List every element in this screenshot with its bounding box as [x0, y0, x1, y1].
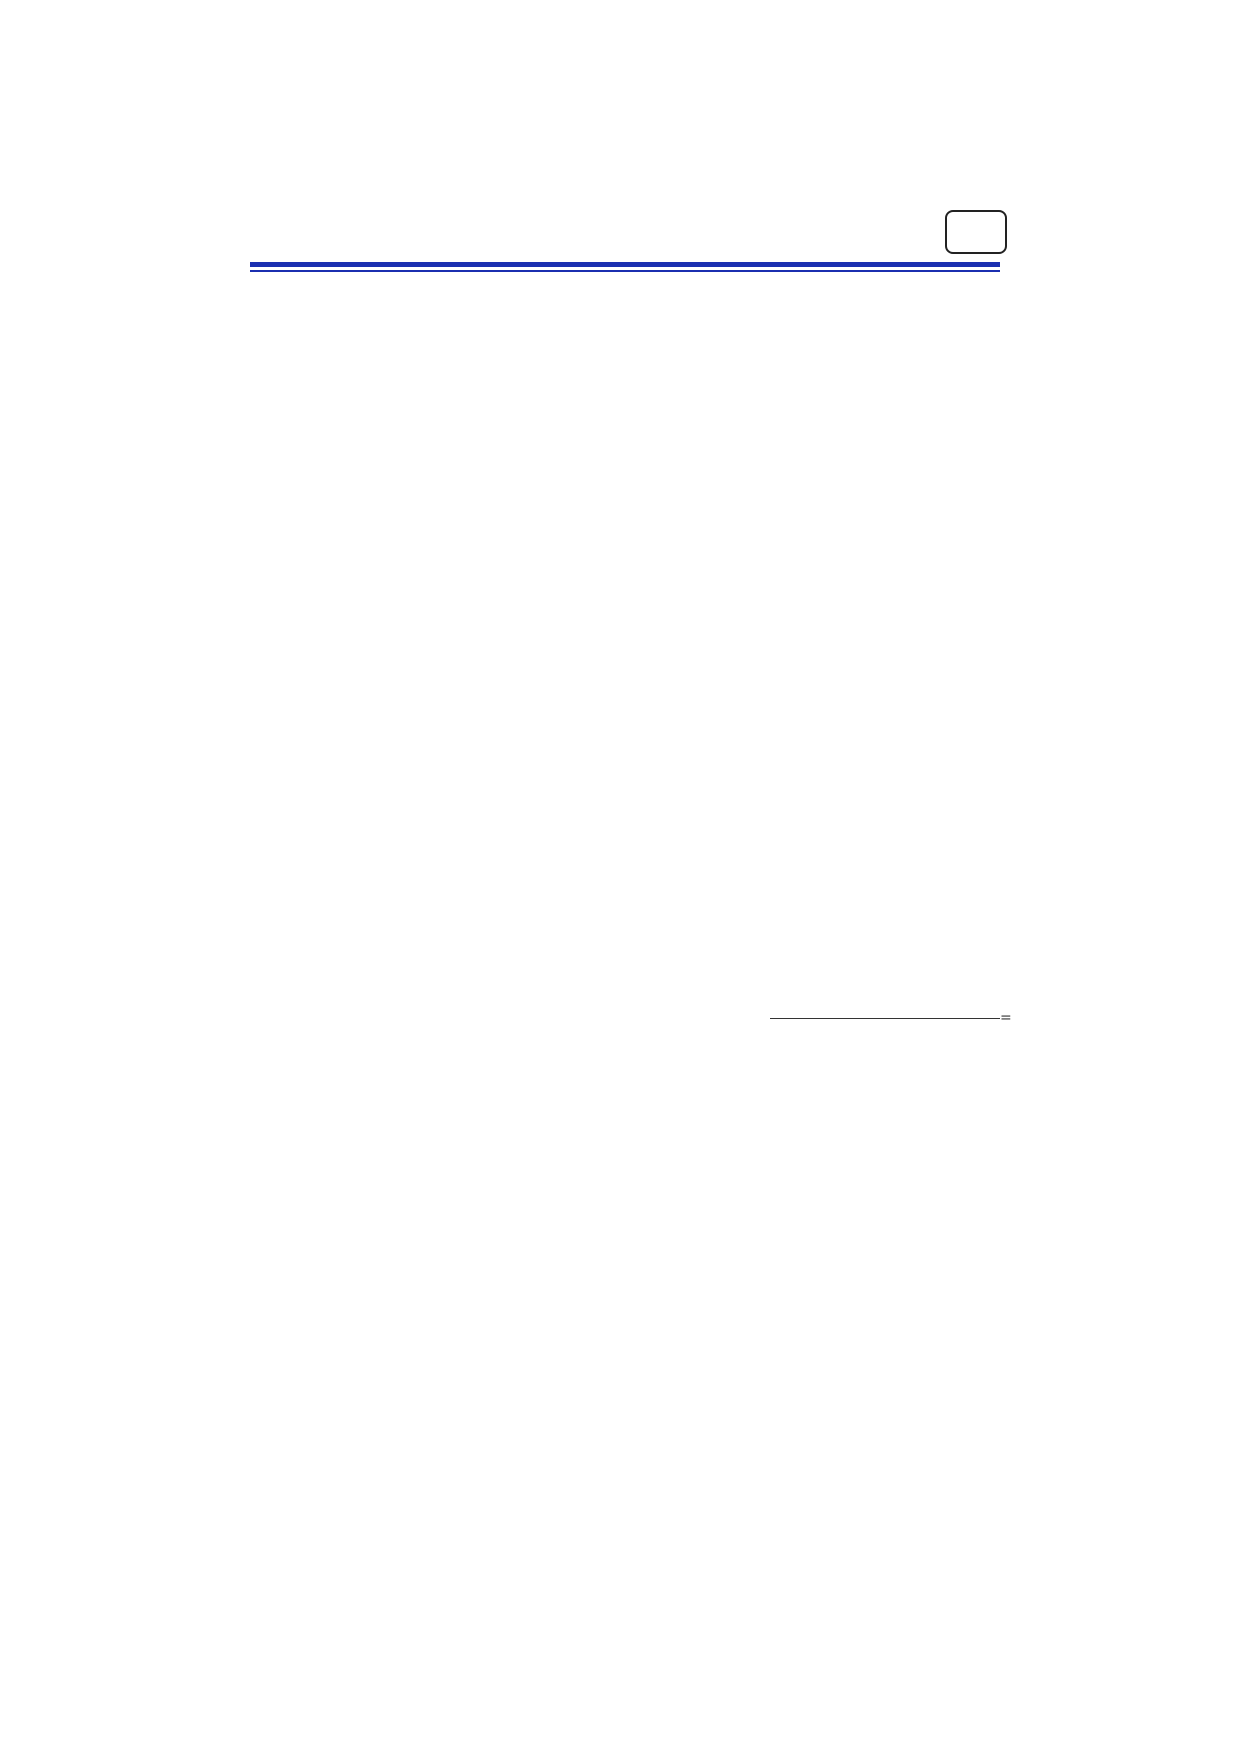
footnote-continuation-mark: = [1000, 1010, 1012, 1026]
footnote-separator [770, 1018, 1000, 1019]
header-rule-thin [250, 270, 1000, 272]
running-title [300, 206, 900, 254]
header-rule-thick [250, 262, 1000, 267]
page-number-box [945, 210, 1007, 254]
